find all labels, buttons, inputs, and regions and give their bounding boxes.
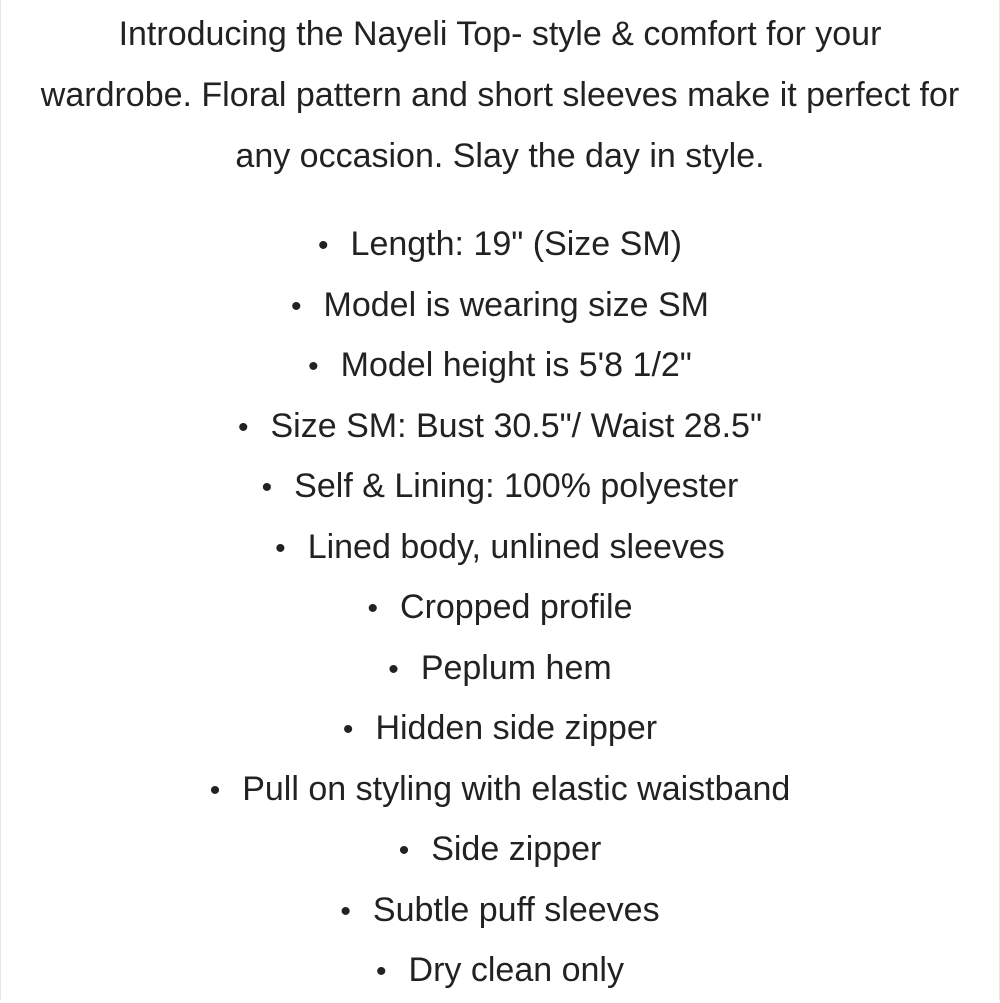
feature-item-side-zipper [0,819,1000,880]
product-intro-text: Introducing the Nayeli Top- style & comfort for your wardrobe. Floral pattern and short sleeves make it perfect for any occasion. Slay the day in style. [40,15,960,175]
bullet-icon: • [376,955,387,988]
bullet-icon: • [261,471,273,504]
bullet-icon: • [308,350,319,383]
bullet-icon: • [398,834,410,867]
feature-item-sleeves [0,880,1000,941]
feature-text: Model height is 5'8 1/2" [340,346,692,384]
bullet-icon: • [237,410,249,444]
bullet-icon: • [209,773,221,807]
feature-item-waistband [0,759,1000,820]
feature-item-care [0,940,1000,1001]
bullet-icon: • [342,713,354,746]
feature-item-hidden-zipper [0,698,1000,759]
feature-text: Size SM: Bust 30.5"/ Waist 28.5" [270,406,763,445]
feature-text: Side zipper [431,830,602,868]
bullet-icon: • [318,229,329,262]
feature-text: Hidden side zipper [375,709,658,747]
bullet-icon: • [340,894,351,928]
feature-text: Peplum hem [420,648,612,687]
feature-item-model-size [0,275,1000,336]
feature-text: Dry clean only [408,951,624,989]
feature-item-profile [0,577,1000,638]
feature-text: Lined body, unlined sleeves [307,527,725,566]
feature-item-measurements [0,396,1000,457]
feature-text: Cropped profile [400,588,633,626]
bullet-icon: • [367,592,379,625]
feature-text: Model is wearing size SM [323,285,709,324]
bullet-icon: • [275,531,286,565]
feature-text: Self & Lining: 100% polyester [294,467,739,505]
feature-item-material [0,456,1000,517]
feature-item-lining [0,517,1000,578]
feature-item-length [0,214,1000,275]
feature-item-model-height [0,335,1000,396]
feature-text: Subtle puff sleeves [372,890,660,929]
feature-text: Pull on styling with elastic waistband [242,769,791,808]
feature-item-hem [0,638,1000,699]
bullet-icon: • [388,652,399,686]
feature-list [0,214,1000,1001]
feature-text: Length: 19" (Size SM) [350,225,682,263]
bullet-icon: • [291,289,302,323]
